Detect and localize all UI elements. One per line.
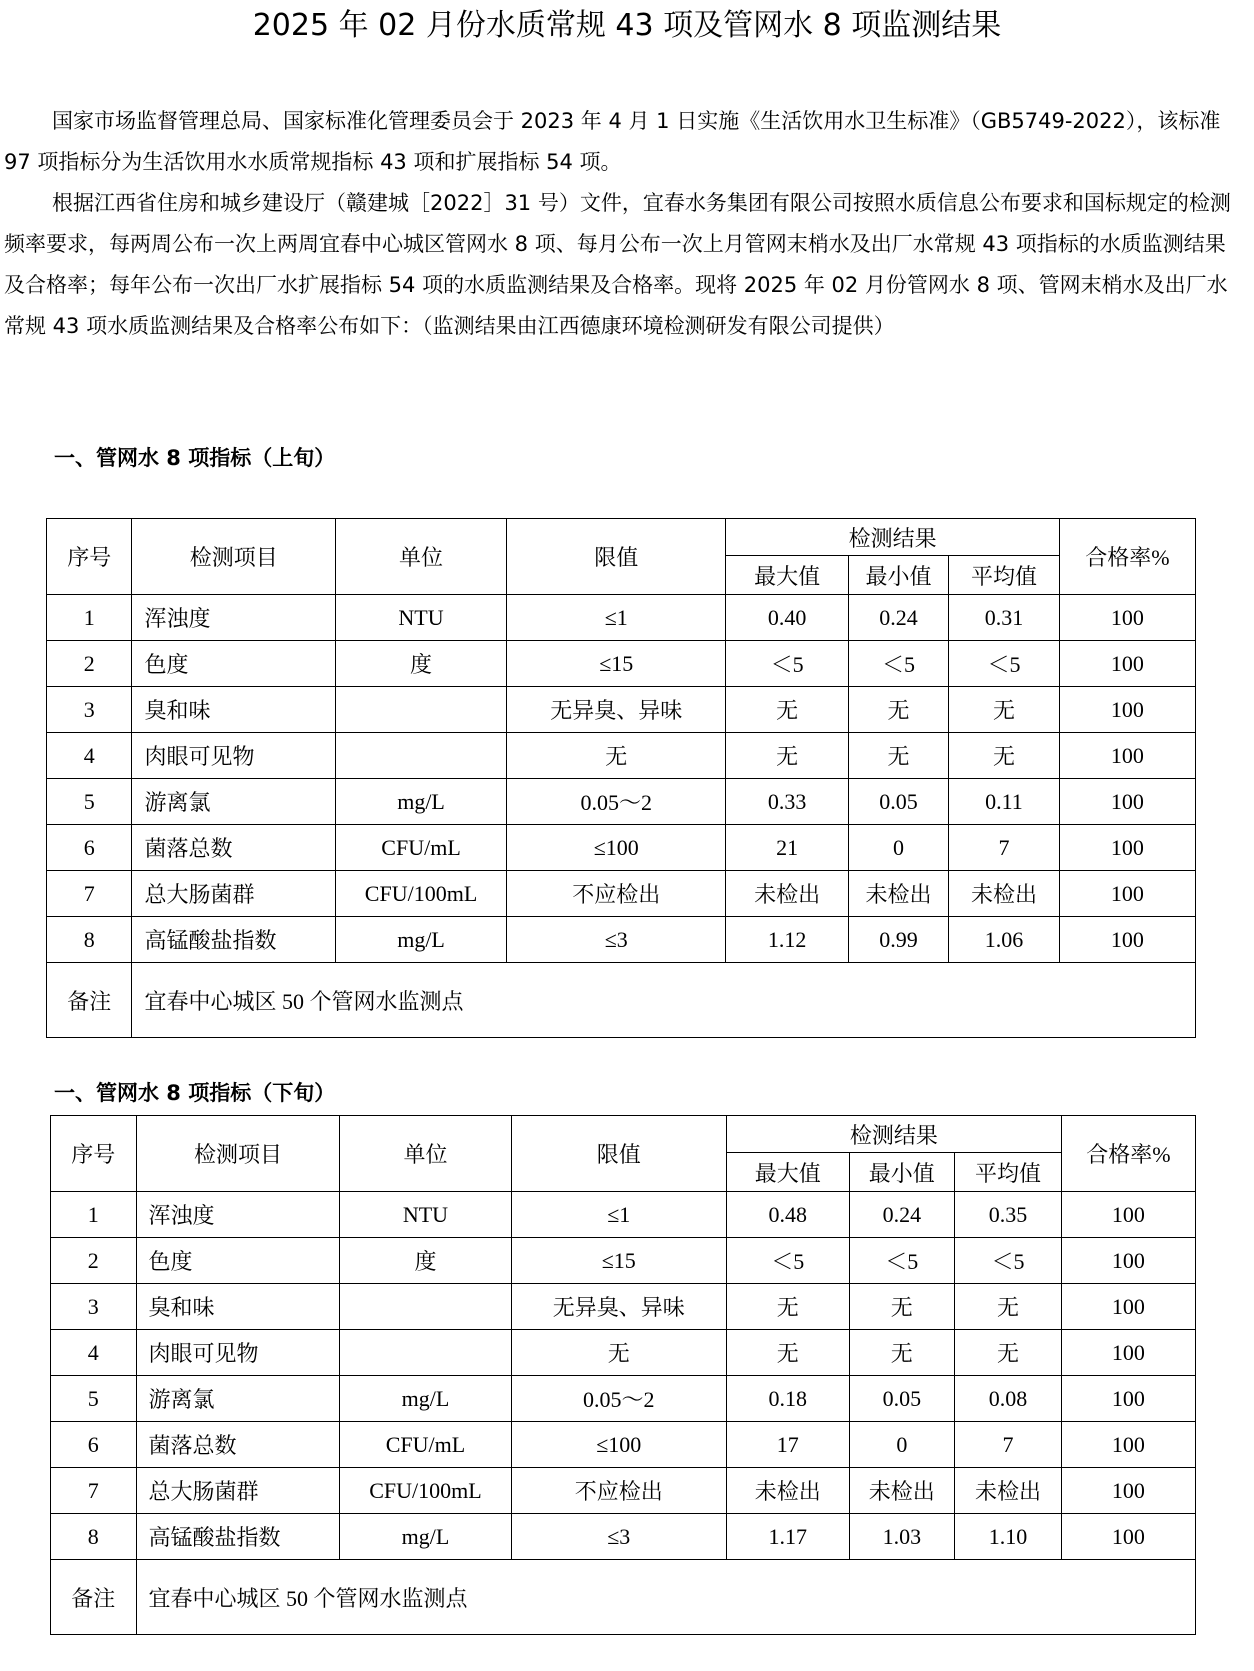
note-text: 宜春中心城区 50 个管网水监测点 <box>136 1560 1195 1635</box>
table-row <box>51 1192 1196 1238</box>
cell-avg: 无 <box>949 733 1060 779</box>
cell-unit: mg/L <box>340 1514 511 1560</box>
cell-seq: 2 <box>47 641 132 687</box>
table-row <box>51 1284 1196 1330</box>
cell-min: 无 <box>849 1284 955 1330</box>
cell-avg: 0.35 <box>955 1192 1062 1238</box>
cell-item: 高锰酸盐指数 <box>132 917 336 963</box>
cell-seq: 5 <box>47 779 132 825</box>
header-result: 检测结果 <box>726 1116 1061 1153</box>
cell-pass-rate: 100 <box>1059 595 1195 641</box>
cell-item: 游离氯 <box>136 1376 340 1422</box>
cell-pass-rate: 100 <box>1059 825 1195 871</box>
table-row <box>51 1238 1196 1284</box>
cell-limit: 不应检出 <box>511 1468 726 1514</box>
header-item: 检测项目 <box>132 519 336 595</box>
cell-pass-rate: 100 <box>1061 1238 1195 1284</box>
cell-item: 臭和味 <box>136 1284 340 1330</box>
cell-seq: 8 <box>51 1514 137 1560</box>
cell-max: 21 <box>726 825 848 871</box>
cell-limit: ≤15 <box>511 1238 726 1284</box>
cell-unit: NTU <box>340 1192 511 1238</box>
header-min: 最小值 <box>849 1153 955 1192</box>
cell-avg: 1.06 <box>949 917 1060 963</box>
table-row <box>47 917 1196 963</box>
cell-limit: 不应检出 <box>507 871 726 917</box>
cell-min: 1.03 <box>849 1514 955 1560</box>
header-item: 检测项目 <box>136 1116 340 1192</box>
cell-unit <box>340 1330 511 1376</box>
cell-limit: 无 <box>507 733 726 779</box>
cell-pass-rate: 100 <box>1061 1330 1195 1376</box>
cell-max: 1.12 <box>726 917 848 963</box>
cell-limit: 无 <box>511 1330 726 1376</box>
cell-unit: 度 <box>340 1238 511 1284</box>
header-seq: 序号 <box>47 519 132 595</box>
cell-unit: mg/L <box>340 1376 511 1422</box>
cell-min: 未检出 <box>849 1468 955 1514</box>
cell-min: 0.05 <box>849 1376 955 1422</box>
cell-min: 0.99 <box>848 917 948 963</box>
cell-unit: CFU/100mL <box>340 1468 511 1514</box>
cell-item: 色度 <box>132 641 336 687</box>
cell-max: 无 <box>726 1330 849 1376</box>
cell-item: 浑浊度 <box>132 595 336 641</box>
cell-limit: ≤3 <box>507 917 726 963</box>
note-row <box>51 1560 1196 1635</box>
table-row <box>47 641 1196 687</box>
cell-limit: 无异臭、异味 <box>507 687 726 733</box>
cell-item: 色度 <box>136 1238 340 1284</box>
cell-avg: 7 <box>949 825 1060 871</box>
section-heading-first-half: 一、管网水 8 项指标（上旬） <box>54 446 336 470</box>
cell-limit: 0.05～2 <box>507 779 726 825</box>
cell-pass-rate: 100 <box>1061 1422 1195 1468</box>
section-heading-second-half: 一、管网水 8 项指标（下旬） <box>54 1081 336 1105</box>
cell-min: 无 <box>848 733 948 779</box>
note-text: 宜春中心城区 50 个管网水监测点 <box>132 963 1196 1038</box>
cell-item: 臭和味 <box>132 687 336 733</box>
cell-min: 0 <box>848 825 948 871</box>
cell-avg: 无 <box>955 1284 1062 1330</box>
document-title: 2025 年 02 月份水质常规 43 项及管网水 8 项监测结果 <box>252 8 1002 43</box>
note-label: 备注 <box>47 963 132 1038</box>
cell-unit <box>340 1284 511 1330</box>
cell-seq: 4 <box>51 1330 137 1376</box>
cell-max: 无 <box>726 1284 849 1330</box>
cell-item: 游离氯 <box>132 779 336 825</box>
header-unit: 单位 <box>336 519 507 595</box>
cell-limit: 无异臭、异味 <box>511 1284 726 1330</box>
cell-max: 1.17 <box>726 1514 849 1560</box>
cell-item: 高锰酸盐指数 <box>136 1514 340 1560</box>
cell-avg: 7 <box>955 1422 1062 1468</box>
cell-pass-rate: 100 <box>1059 641 1195 687</box>
header-max: 最大值 <box>726 1153 849 1192</box>
cell-pass-rate: 100 <box>1059 779 1195 825</box>
cell-limit: ≤100 <box>511 1422 726 1468</box>
cell-unit: mg/L <box>336 917 507 963</box>
cell-avg: 未检出 <box>955 1468 1062 1514</box>
cell-max: 无 <box>726 733 848 779</box>
header-limit: 限值 <box>507 519 726 595</box>
cell-item: 菌落总数 <box>136 1422 340 1468</box>
cell-min: 未检出 <box>848 871 948 917</box>
cell-limit: ≤1 <box>511 1192 726 1238</box>
results-table-second-half <box>50 1115 1196 1635</box>
cell-limit: ≤100 <box>507 825 726 871</box>
intro-paragraph-standard: 国家市场监督管理总局、国家标准化管理委员会于 2023 年 4 月 1 日实施《生活饮用水卫生标准》（GB5749-2022），该标准 97 项指标分为生活饮用水水质常规指标 43 项和扩展指标 54 项。 <box>4 109 1221 174</box>
cell-avg: 0.11 <box>949 779 1060 825</box>
cell-unit: CFU/100mL <box>336 871 507 917</box>
cell-min: 0.05 <box>848 779 948 825</box>
cell-pass-rate: 100 <box>1061 1468 1195 1514</box>
table-row <box>47 733 1196 779</box>
cell-max: ＜5 <box>726 1238 849 1284</box>
header-seq: 序号 <box>51 1116 137 1192</box>
cell-item: 菌落总数 <box>132 825 336 871</box>
header-unit: 单位 <box>340 1116 511 1192</box>
cell-min: ＜5 <box>849 1238 955 1284</box>
cell-avg: 无 <box>955 1330 1062 1376</box>
cell-item: 总大肠菌群 <box>136 1468 340 1514</box>
cell-item: 总大肠菌群 <box>132 871 336 917</box>
cell-limit: 0.05～2 <box>511 1376 726 1422</box>
cell-pass-rate: 100 <box>1061 1284 1195 1330</box>
cell-seq: 7 <box>47 871 132 917</box>
cell-unit: NTU <box>336 595 507 641</box>
cell-avg: 无 <box>949 687 1060 733</box>
table-row <box>47 595 1196 641</box>
header-min: 最小值 <box>848 556 948 595</box>
note-label: 备注 <box>51 1560 137 1635</box>
cell-pass-rate: 100 <box>1059 733 1195 779</box>
header-avg: 平均值 <box>955 1153 1062 1192</box>
cell-seq: 5 <box>51 1376 137 1422</box>
header-avg: 平均值 <box>949 556 1060 595</box>
intro-paragraph-publication: 根据江西省住房和城乡建设厅（赣建城［2022］31 号）文件，宜春水务集团有限公司按照水质信息公布要求和国标规定的检测频率要求，每两周公布一次上两周宜春中心城区管网水 8 项、每月公布一次上月管网末梢水及出厂水常规 43 项指标的水质监测结果及合格率；每年公布一次出厂水扩展指标 54 项的水质监测结果及合格率。现将 2025 年 02 月份管网水 8 项、管网末梢水及出厂水常规 43 项水质监测结果及合格率公布如下：（监测结果由江西德康环境检测研发有限公司提供） <box>4 191 1231 338</box>
cell-max: 0.18 <box>726 1376 849 1422</box>
cell-limit: ≤3 <box>511 1514 726 1560</box>
cell-pass-rate: 100 <box>1059 687 1195 733</box>
cell-min: 0 <box>849 1422 955 1468</box>
cell-min: 无 <box>849 1330 955 1376</box>
cell-pass-rate: 100 <box>1061 1192 1195 1238</box>
cell-max: 未检出 <box>726 871 848 917</box>
cell-item: 肉眼可见物 <box>136 1330 340 1376</box>
cell-pass-rate: 100 <box>1059 917 1195 963</box>
table-row <box>47 687 1196 733</box>
cell-unit <box>336 687 507 733</box>
table-row <box>51 1330 1196 1376</box>
cell-avg: 未检出 <box>949 871 1060 917</box>
cell-max: ＜5 <box>726 641 848 687</box>
cell-max: 0.40 <box>726 595 848 641</box>
cell-seq: 3 <box>51 1284 137 1330</box>
cell-max: 0.48 <box>726 1192 849 1238</box>
header-result: 检测结果 <box>726 519 1059 556</box>
cell-seq: 7 <box>51 1468 137 1514</box>
header-limit: 限值 <box>511 1116 726 1192</box>
cell-pass-rate: 100 <box>1061 1514 1195 1560</box>
table-row <box>51 1468 1196 1514</box>
cell-item: 浑浊度 <box>136 1192 340 1238</box>
table-row <box>51 1514 1196 1560</box>
results-table-first-half <box>46 518 1196 1038</box>
cell-max: 0.33 <box>726 779 848 825</box>
cell-avg: ＜5 <box>955 1238 1062 1284</box>
cell-min: 0.24 <box>848 595 948 641</box>
cell-pass-rate: 100 <box>1059 871 1195 917</box>
table-row <box>51 1376 1196 1422</box>
cell-unit: mg/L <box>336 779 507 825</box>
cell-max: 17 <box>726 1422 849 1468</box>
cell-unit: CFU/mL <box>340 1422 511 1468</box>
header-max: 最大值 <box>726 556 848 595</box>
cell-seq: 4 <box>47 733 132 779</box>
cell-min: 无 <box>848 687 948 733</box>
table-row <box>47 871 1196 917</box>
cell-pass-rate: 100 <box>1061 1376 1195 1422</box>
cell-seq: 6 <box>47 825 132 871</box>
table-row <box>47 779 1196 825</box>
cell-unit <box>336 733 507 779</box>
table-row <box>47 825 1196 871</box>
header-pass-rate: 合格率% <box>1061 1116 1195 1192</box>
cell-min: 0.24 <box>849 1192 955 1238</box>
cell-limit: ≤15 <box>507 641 726 687</box>
cell-seq: 1 <box>47 595 132 641</box>
table-row <box>51 1422 1196 1468</box>
cell-avg: 1.10 <box>955 1514 1062 1560</box>
cell-max: 无 <box>726 687 848 733</box>
cell-max: 未检出 <box>726 1468 849 1514</box>
note-row <box>47 963 1196 1038</box>
cell-unit: CFU/mL <box>336 825 507 871</box>
cell-limit: ≤1 <box>507 595 726 641</box>
cell-avg: ＜5 <box>949 641 1060 687</box>
cell-unit: 度 <box>336 641 507 687</box>
cell-avg: 0.08 <box>955 1376 1062 1422</box>
cell-seq: 6 <box>51 1422 137 1468</box>
cell-seq: 3 <box>47 687 132 733</box>
cell-min: ＜5 <box>848 641 948 687</box>
cell-item: 肉眼可见物 <box>132 733 336 779</box>
cell-seq: 8 <box>47 917 132 963</box>
cell-seq: 2 <box>51 1238 137 1284</box>
header-pass-rate: 合格率% <box>1059 519 1195 595</box>
cell-avg: 0.31 <box>949 595 1060 641</box>
cell-seq: 1 <box>51 1192 137 1238</box>
